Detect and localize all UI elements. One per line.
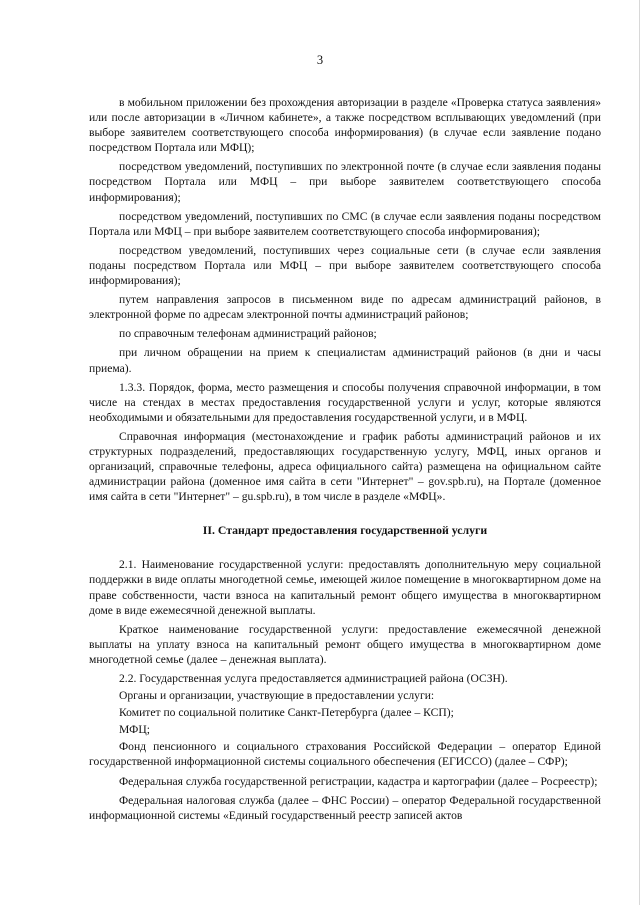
document-body (89, 95, 601, 823)
paragraph-rosreestr: Федеральная служба государственной регистрации, кадастра и картографии (далее – Росреестр); (119, 774, 598, 788)
section-heading: II. Стандарт предоставления государственной услуги (202, 523, 488, 538)
paragraph-2-2: 2.2. Государственная услуга предоставляется администрацией района (ОСЗН). (119, 672, 508, 685)
paragraph-written-requests: путем направления запросов в письменном виде по адресам администраций районов, в электронной форме по адресам электронной почты администраций районов; (89, 293, 601, 322)
paragraph-short-name: Краткое наименование государственной услуги: предоставление ежемесячной денежной выплаты на уплату взноса на капитальный ремонт общего имущества в многоквартирном доме многодетной семье (далее – денежная выплата). (89, 622, 601, 666)
paragraph-email-notifications: посредством уведомлений, поступивших по электронной почте (в случае если заявления поданы посредством Портала или МФЦ – при выборе заявителем соответствующего способа информирования); (89, 160, 601, 204)
paragraph-ksp: Комитет по социальной политике Санкт-Петербурга (далее – КСП); (119, 706, 454, 720)
paragraph-reference-phones: по справочным телефонам администраций районов; (119, 327, 377, 341)
paragraph-reference-info: Справочная информация (местонахождение и график работы администраций районов и их структурных подразделений, предоставляющих государственную услугу, МФЦ, иных органов и организаций, справочные телефоны, адреса официального сайта) размещена на официальном сайте администрации района (доменное имя сайта в сети "Интернет" – gov.spb.ru), на Портале (доменное имя сайта в сети "Интернет" – gu.spb.ru), в том числе в разделе «МФЦ». (89, 429, 601, 504)
paragraph-sms-notifications: посредством уведомлений, поступивших по СМС (в случае если заявления поданы посредством Портала или МФЦ – при выборе заявителем соответствующего способа информирования); (89, 209, 601, 238)
paragraph-participants: Органы и организации, участвующие в предоставлении услуги: (119, 689, 435, 703)
paragraph-mfc: МФЦ; (119, 723, 150, 737)
paragraph-fns: Федеральная налоговая служба (далее – ФНС России) – оператор Федеральной государственной информационной системы «Единый государственный реестр записей актов (89, 793, 601, 822)
paragraph-mobile-app: в мобильном приложении без прохождения авторизации в разделе «Проверка статуса заявления» или после авторизации в «Личном кабинете», а также посредством всплывающих уведомлений (при выборе заявителем соответствующего способа информирования) (в случае если заявление подано посредством Портала или МФЦ); (89, 96, 601, 155)
page-number: 3 (316, 53, 324, 67)
paragraph-social-notifications: посредством уведомлений, поступивших через социальные сети (в случае если заявления поданы посредством Портала или МФЦ – при выборе заявителем соответствующего способа информирования); (89, 243, 601, 288)
paragraph-1-3-3: 1.3.3. Порядок, форма, место размещения и способы получения справочной информации, в том числе на стендах в местах предоставления государственной услуги и услуг, которые являются необходимыми и обязательными для предоставления государственной услуги, и в МФЦ. (89, 380, 601, 424)
paragraph-personal-visit: при личном обращении на прием к специалистам администраций районов (в дни и часы приема). (89, 346, 601, 375)
paragraph-2-1: 2.1. Наименование государственной услуги: предоставлять дополнительную меру социальной поддержки в виде оплаты многодетной семье, имеющей жилое помещение в многоквартирном доме на праве собственности, части взноса на капитальный ремонт общего имущества в многоквартирном доме в виде ежемесячной денежной выплаты. (89, 558, 601, 617)
paragraph-sfr: Фонд пенсионного и социального страхования Российской Федерации – оператор Единой государственной информационной системы социального обеспечения (ЕГИССО) (далее – СФР); (89, 740, 601, 769)
